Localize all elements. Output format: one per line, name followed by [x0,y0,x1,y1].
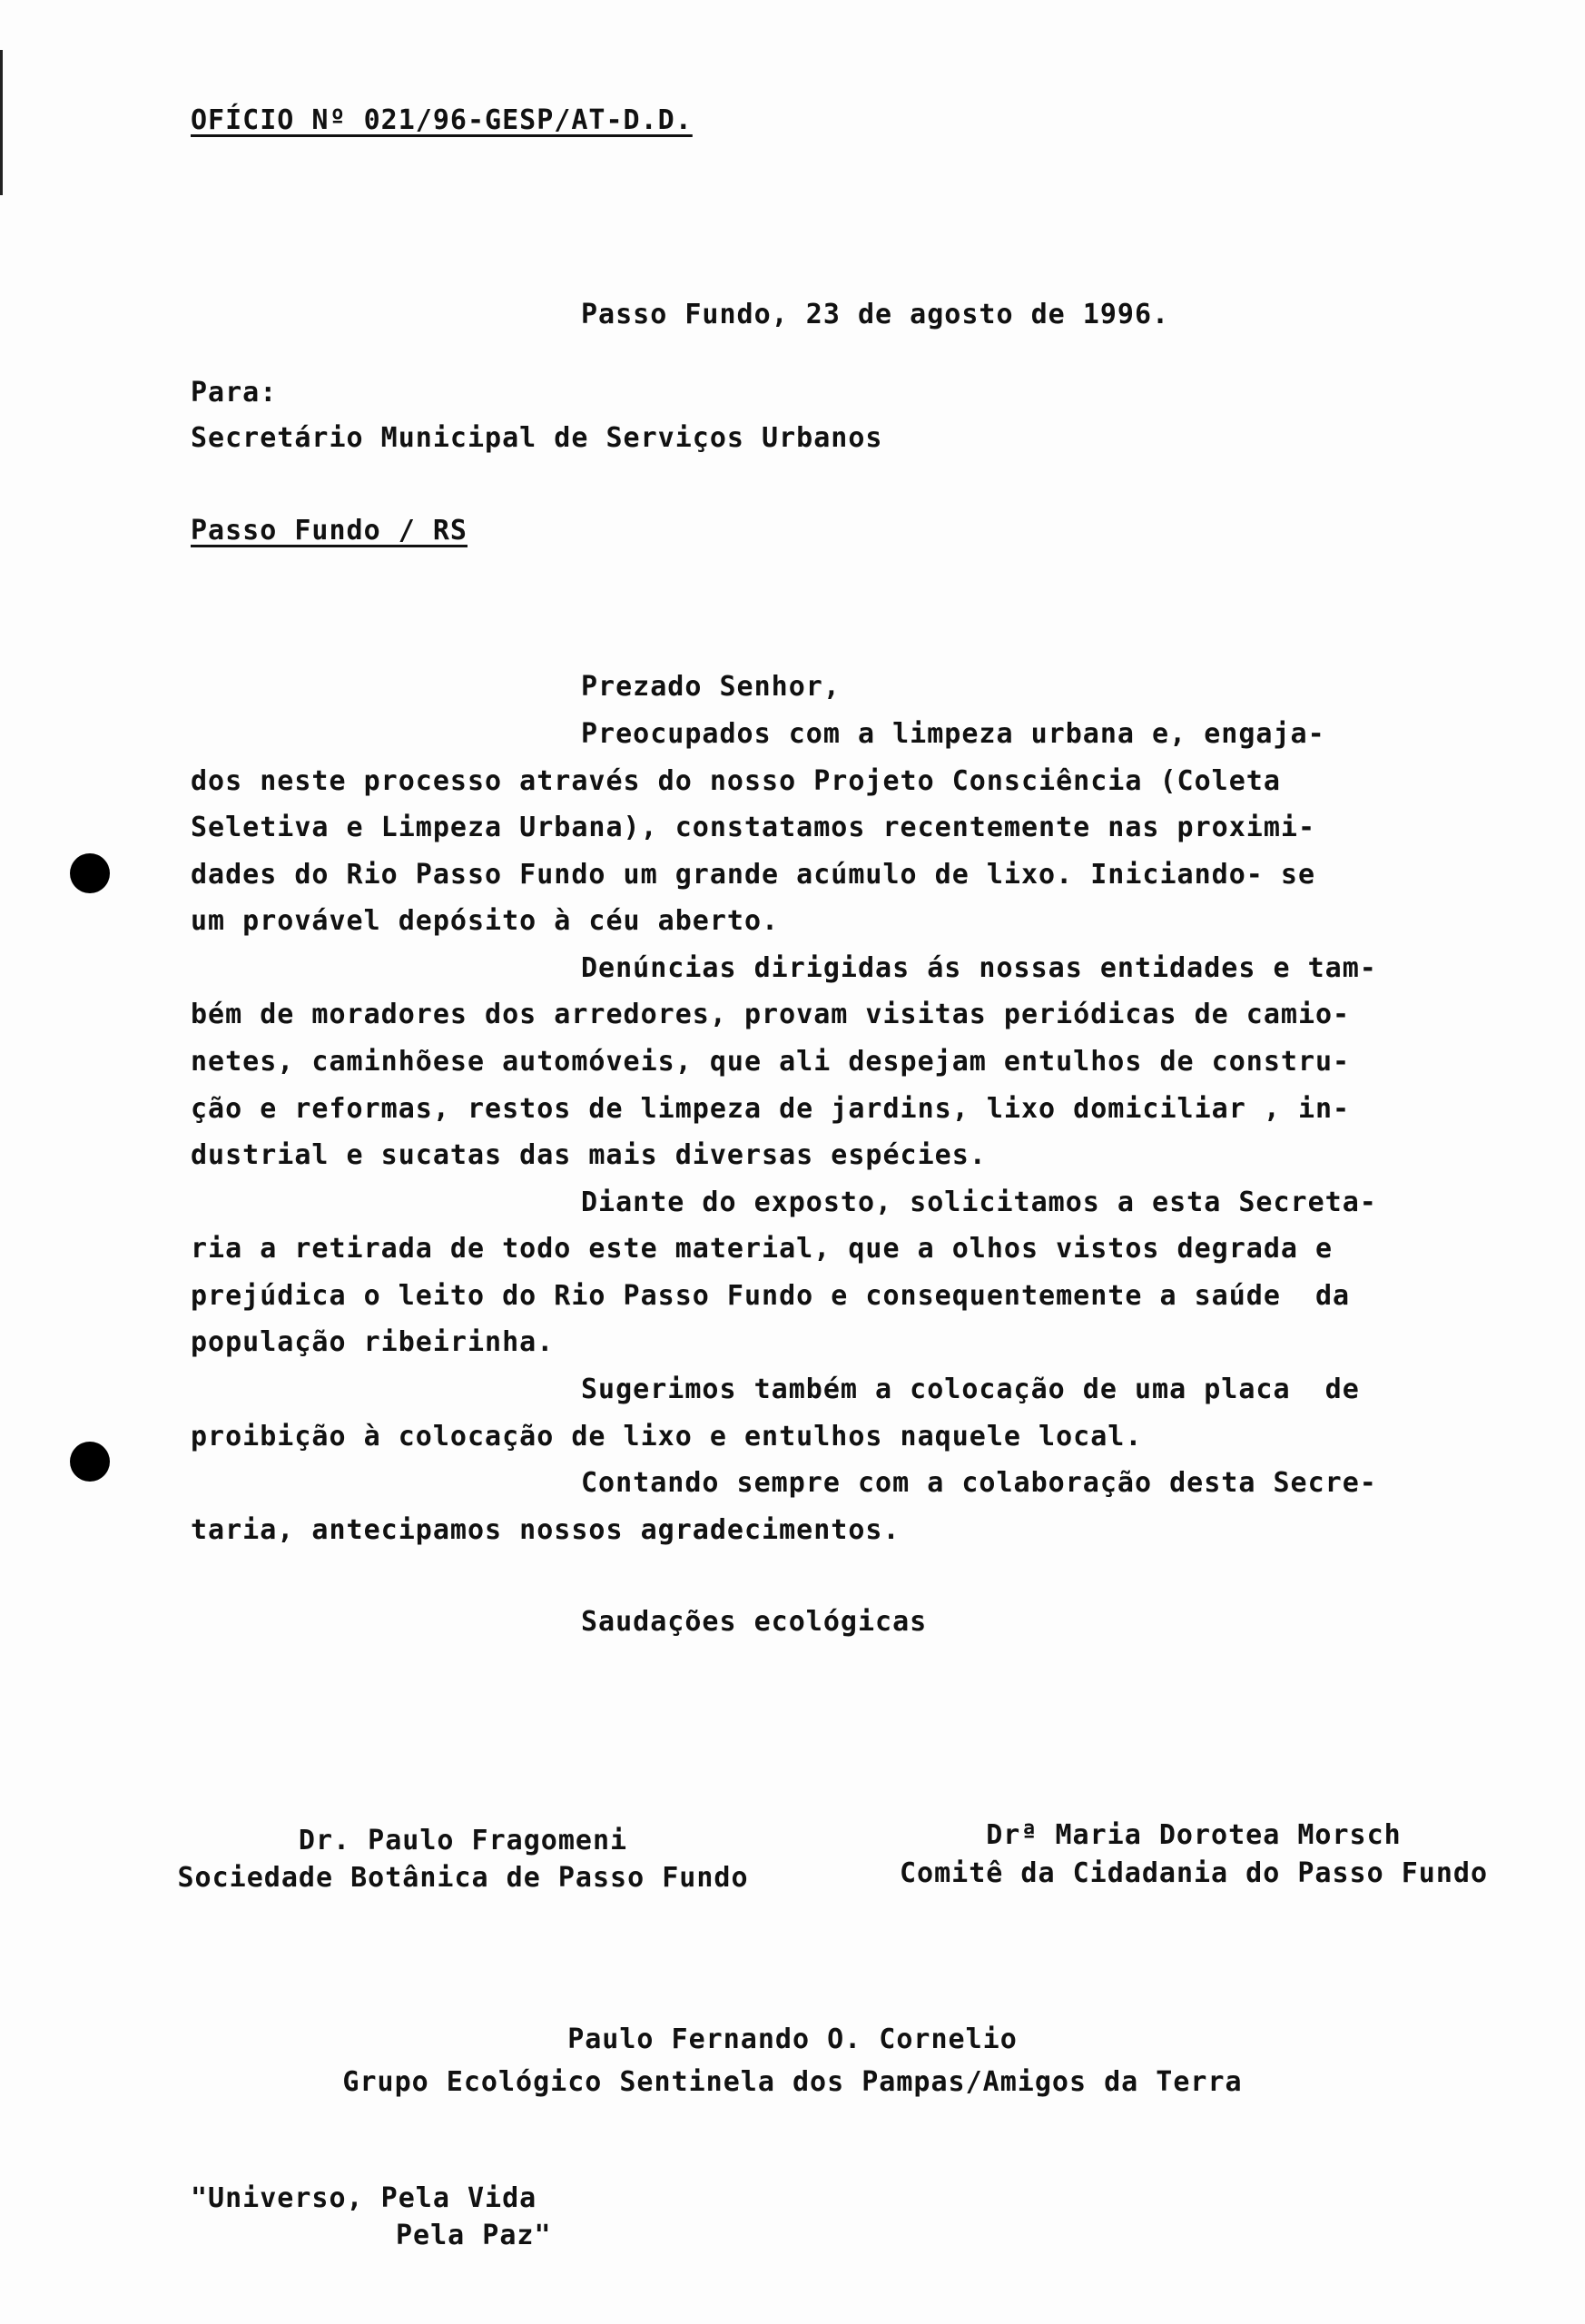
body-line: dades do Rio Passo Fundo um grande acúmulo de lixo. Iniciando- se [191,859,1315,891]
body-line: prejúdica o leito do Rio Passo Fundo e consequentemente a saúde da [191,1280,1351,1312]
body-line: bém de moradores dos arredores, provam visitas periódicas de camio- [191,999,1351,1030]
body-line: proibição à colocação de lixo e entulhos naquele local. [191,1421,1143,1452]
punch-hole-top [70,853,110,893]
body-line: população ribeirinha. [191,1326,555,1358]
body-line: Contando sempre com a colaboração desta Secre- [581,1467,1377,1499]
closing: Saudações ecológicas [581,1606,928,1638]
body-line: Diante do exposto, solicitamos a esta Secreta- [581,1187,1377,1218]
recipient-label: Para: [191,377,278,409]
scan-edge-mark [0,50,3,195]
motto-line-2: Pela Paz" [396,2220,552,2251]
signature-left-org: Sociedade Botânica de Passo Fundo [177,1862,749,1894]
recipient-city: Passo Fundo / RS [191,515,468,547]
body-line: dos neste processo através do nosso Projeto Consciência (Coleta [191,765,1281,797]
motto-line-1: "Universo, Pela Vida [191,2182,537,2214]
body-line: netes, caminhõese automóveis, que ali despejam entulhos de constru- [191,1046,1351,1078]
salutation: Prezado Senhor, [581,671,841,703]
body-line: ção e reformas, restos de limpeza de jardins, lixo domiciliar , in- [191,1093,1351,1125]
body-line: Sugerimos também a colocação de uma placa de [581,1374,1360,1405]
body-line: um provável depósito à céu aberto. [191,905,780,937]
place-date: Passo Fundo, 23 de agosto de 1996. [581,299,1170,330]
signature-right-name: Drª Maria Dorotea Morsch [986,1819,1402,1851]
signature-center-org: Grupo Ecológico Sentinela dos Pampas/Amigos da Terra [342,2066,1243,2098]
body-line: dustrial e sucatas das mais diversas espécies. [191,1139,987,1171]
document-reference: OFÍCIO Nº 021/96-GESP/AT-D.D. [191,104,693,136]
signature-left-name: Dr. Paulo Fragomeni [298,1825,628,1856]
signature-right-org: Comitê da Cidadania do Passo Fundo [899,1857,1489,1889]
body-line: Seletiva e Limpeza Urbana), constatamos recentemente nas proximi- [191,812,1315,843]
body-line: taria, antecipamos nossos agradecimentos. [191,1514,901,1546]
signature-center-name: Paulo Fernando O. Cornelio [567,2024,1018,2055]
punch-hole-bottom [70,1442,110,1482]
body-line: Preocupados com a limpeza urbana e, engaja- [581,718,1325,750]
recipient-title: Secretário Municipal de Serviços Urbanos [191,422,883,454]
body-line: Denúncias dirigidas ás nossas entidades e tam- [581,952,1377,984]
body-line: ria a retirada de todo este material, que a olhos vistos degrada e [191,1233,1334,1265]
